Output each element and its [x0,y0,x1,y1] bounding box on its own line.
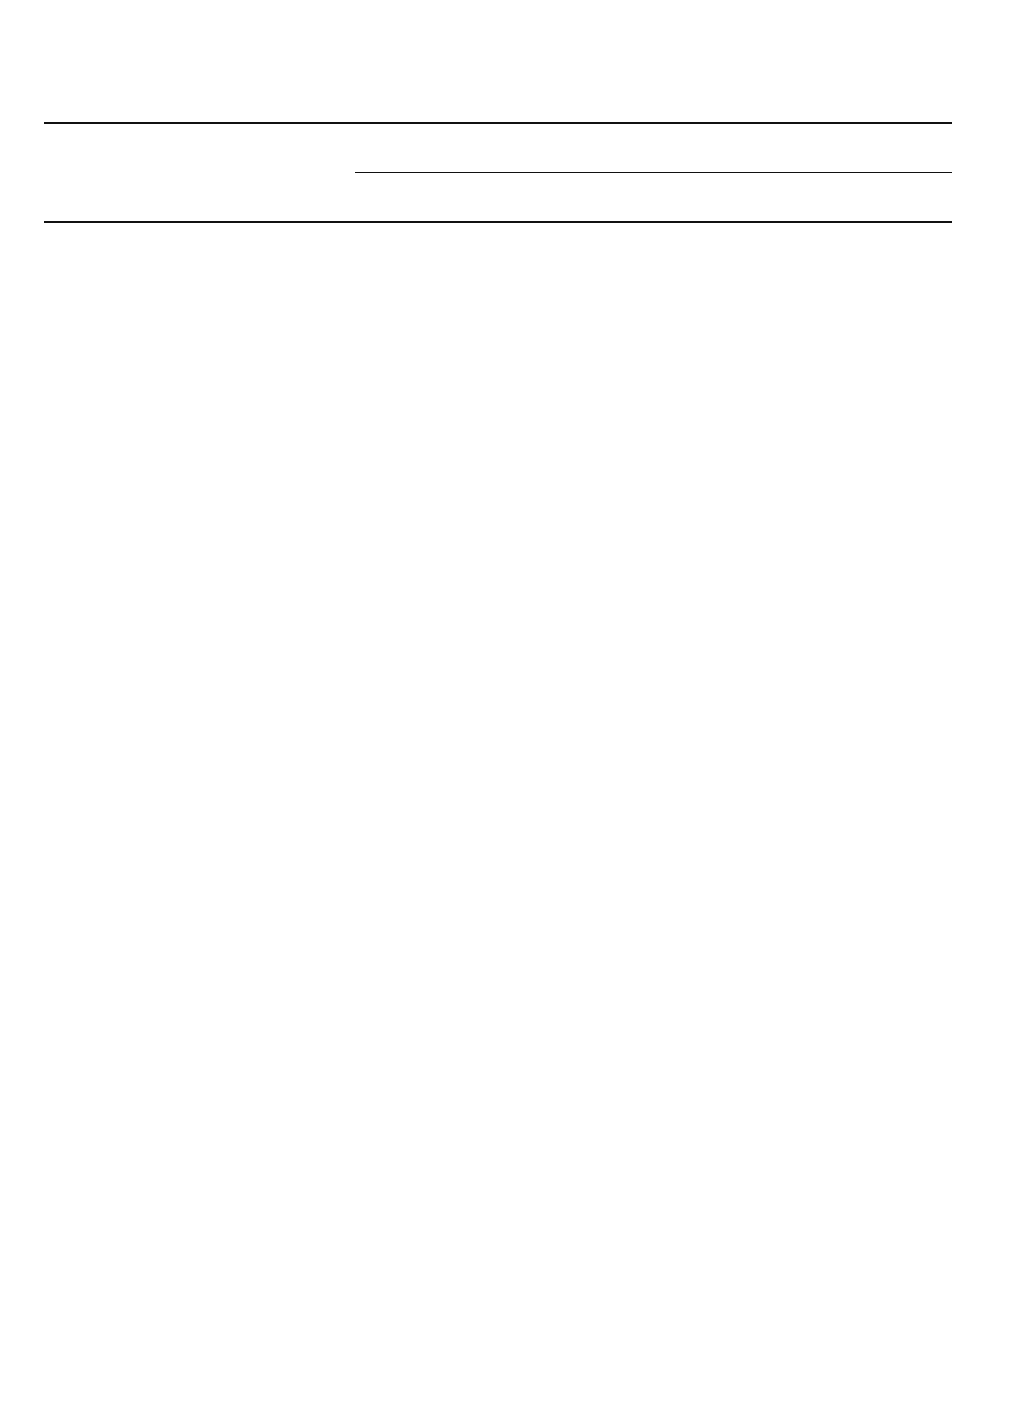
header-bottom-rule [44,221,952,223]
running-header [600,26,960,46]
table-top-rule [44,122,952,124]
unit-rule [355,172,952,173]
